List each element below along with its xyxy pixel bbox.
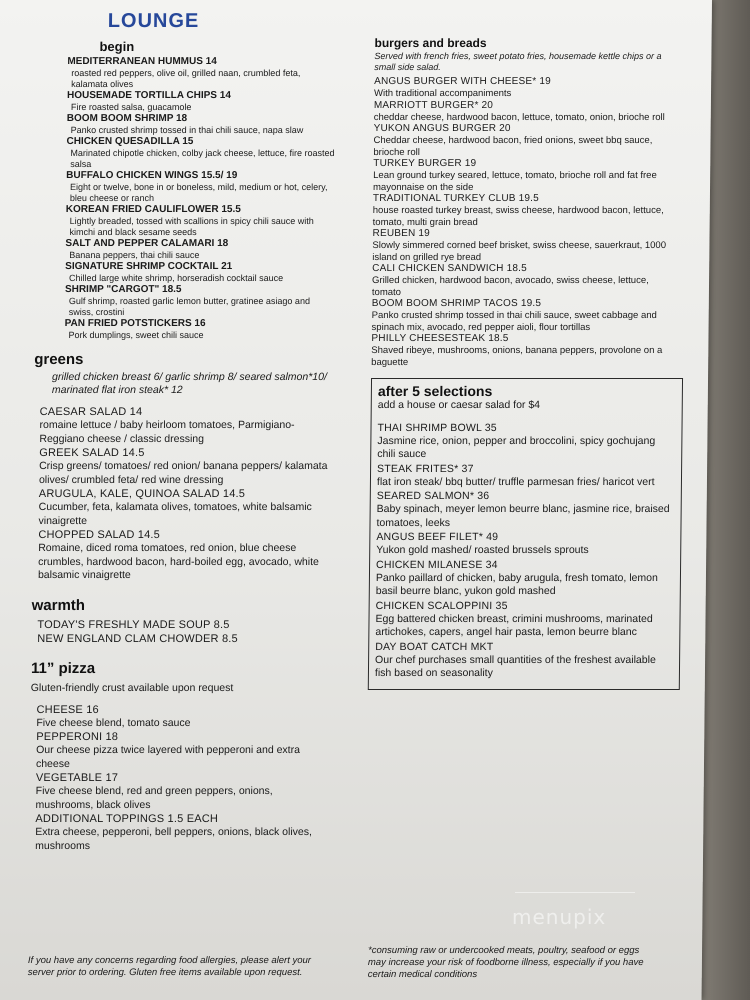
section-burgers-heading: burgers and breads [374, 36, 487, 50]
menu-item: DAY BOAT CATCH MKT Our chef purchases small quantities of the freshest available fish based on seasonality [374, 640, 656, 679]
burgers-sides-note: Served with french fries, sweet potato fries, housemade kettle chips or a small side salad. [374, 51, 662, 72]
menupix-watermark: menupix [512, 905, 607, 929]
menu-item: CALI CHICKEN SANDWICH 18.5 Grilled chicken, hardwood bacon, avocado, swiss cheese, lettuce, tomato [371, 263, 649, 298]
menu-item: REUBEN 19 Slowly simmered corned beef brisket, swiss cheese, sauerkraut, 1000 island on grilled rye bread [372, 228, 667, 263]
menu-item: PHILLY CHEESESTEAK 18.5 Shaved ribeye, mushrooms, onions, banana peppers, provolone on a baguette [371, 333, 663, 368]
raw-food-warning: *consuming raw or undercooked meats, poultry, seafood or eggs may increase your risk of foodborne illness, especially if you have certain medical conditions [367, 945, 644, 980]
section-greens-heading: greens [34, 351, 84, 368]
menu-item: PEPPERONI 18 Our cheese pizza twice layered with pepperoni and extra cheese [35, 731, 301, 770]
section-begin-heading: begin [99, 39, 135, 54]
menu-item: SALT AND PEPPER CALAMARI 18 Banana peppers, thai chili sauce [65, 238, 229, 260]
menu-item: STEAK FRITES* 37 flat iron steak/ bbq butter/ truffle parmesan fries/ haricot vert [376, 462, 655, 488]
allergy-footer-note: If you have any concerns regarding food allergies, please alert your server prior to ordering. Gluten free items available upon request. [27, 955, 312, 978]
menu-item: ADDITIONAL TOPPINGS 1.5 EACH Extra cheese, pepperoni, bell peppers, onions, black olives, mushrooms [35, 813, 313, 852]
menu-item: CHICKEN MILANESE 34 Panko paillard of chicken, baby arugula, fresh tomato, lemon basil beurre blanc, yukon gold mashed [375, 558, 658, 597]
menu-item: PAN FRIED POTSTICKERS 16 Pork dumplings, sweet chili sauce [64, 318, 206, 340]
menu-item: TURKEY BURGER 19 Lean ground turkey seared, lettuce, tomato, brioche roll and fat free mayonnaise on the side [372, 158, 657, 193]
menu-item: THAI SHRIMP BOWL 35 Jasmine rice, onion, pepper and broccolini, spicy gochujang chili sauce [377, 421, 656, 460]
menu-item: TODAY'S FRESHLY MADE SOUP 8.5 [37, 618, 230, 631]
section-warmth-heading: warmth [31, 596, 86, 614]
left-column [29, 10, 338, 853]
menu-item: CHICKEN QUESADILLA 15 Marinated chipotle chicken, colby jack cheese, lettuce, fire roasted salsa [66, 136, 335, 169]
menu-item: SIGNATURE SHRIMP COCKTAIL 21 Chilled large white shrimp, horseradish cocktail sauce [65, 261, 284, 283]
menu-item: SHRIMP "CARGOT" 18.5 Gulf shrimp, roasted garlic lemon butter, gratinee asiago and swiss, crostini [64, 284, 311, 317]
menu-item: KOREAN FRIED CAULIFLOWER 15.5 Lightly breaded, tossed with scallions in spicy chili sauce with kimchi and black sesame seeds [65, 204, 314, 237]
watermark-rule [515, 892, 635, 893]
menu-item: CHICKEN SCALOPPINI 35 Egg battered chicken breast, crimini mushrooms, marinated artichokes, capers, angel hair pasta, lemon beurre blanc [375, 599, 653, 638]
after5-salad-note: add a house or caesar salad for $4 [377, 399, 541, 411]
menu-item: BUFFALO CHICKEN WINGS 15.5/ 19 Eight or twelve, bone in or boneless, mild, medium or hot, celery, bleu cheese or ranch [66, 170, 328, 203]
menu-title: LOUNGE [107, 10, 200, 32]
menu-item: MARRIOTT BURGER* 20 cheddar cheese, hardwood bacon, lettuce, tomato, onion, brioche roll [373, 99, 665, 123]
menu-item: SEARED SALMON* 36 Baby spinach, meyer lemon beurre blanc, jasmine rice, braised tomatoes, leeks [376, 490, 670, 529]
menu-item: NEW ENGLAND CLAM CHOWDER 8.5 [37, 632, 238, 645]
menu-item: ANGUS BURGER WITH CHEESE* 19 With traditional accompaniments [373, 76, 551, 99]
menu-item: HOUSEMADE TORTILLA CHIPS 14 Fire roasted salsa, guacamole [66, 90, 231, 112]
menu-item: MEDITERRANEAN HUMMUS 14 roasted red peppers, olive oil, grilled naan, crumbled feta, kalamata olives [67, 56, 301, 89]
menu-item: GREEK SALAD 14.5 Crisp greens/ tomatoes/ red onion/ banana peppers/ kalamata olives/ crumbled feta/ red wine dressing [38, 447, 328, 486]
pizza-note: Gluten-friendly crust available upon request [30, 681, 234, 694]
menu-item: CHOPPED SALAD 14.5 Romaine, diced roma tomatoes, red onion, blue cheese crumbles, hardwood bacon, hard-boiled egg, avocado, white balsamic vinaigrette [37, 529, 319, 581]
menu-item: YUKON ANGUS BURGER 20 Cheddar cheese, hardwood bacon, fried onions, sweet bbq sauce, brioche roll [373, 123, 653, 158]
greens-addons-note: grilled chicken breast 6/ garlic shrimp 8/ seared salmon*10/ marinated flat iron steak* 12 [51, 371, 328, 396]
menu-item: TRADITIONAL TURKEY CLUB 19.5 house roasted turkey breast, swiss cheese, hardwood bacon, lettuce, tomato, multi grain bread [372, 193, 664, 228]
menu-item: CAESAR SALAD 14 romaine lettuce / baby heirloom tomatoes, Parmigiano-Reggiano cheese / classic dressing [39, 406, 295, 445]
after5-box [368, 378, 683, 690]
menu-item: CHEESE 16 Five cheese blend, tomato sauce [36, 703, 191, 729]
section-after5-heading: after 5 selections [377, 383, 493, 399]
menu-item: ARUGULA, KALE, QUINOA SALAD 14.5 Cucumber, feta, kalamata olives, tomatoes, white balsamic vinaigrette [38, 488, 312, 527]
menu-item: VEGETABLE 17 Five cheese blend, red and green peppers, onions, mushrooms, black olives [35, 772, 273, 811]
begin-items [34, 56, 337, 341]
section-pizza-heading: 11” pizza [30, 659, 96, 677]
menu-item: BOOM BOOM SHRIMP TACOS 19.5 Panko crusted shrimp tossed in thai chili sauce, sweet cabbage and spinach mix, avocado, red pepper aioli, flour tortillas [371, 298, 657, 333]
menu-item: BOOM BOOM SHRIMP 18 Panko crusted shrimp tossed in thai chili sauce, napa slaw [66, 113, 304, 135]
right-column [368, 36, 675, 690]
menu-item: ANGUS BEEF FILET* 49 Yukon gold mashed/ roasted brussels sprouts [376, 531, 589, 556]
